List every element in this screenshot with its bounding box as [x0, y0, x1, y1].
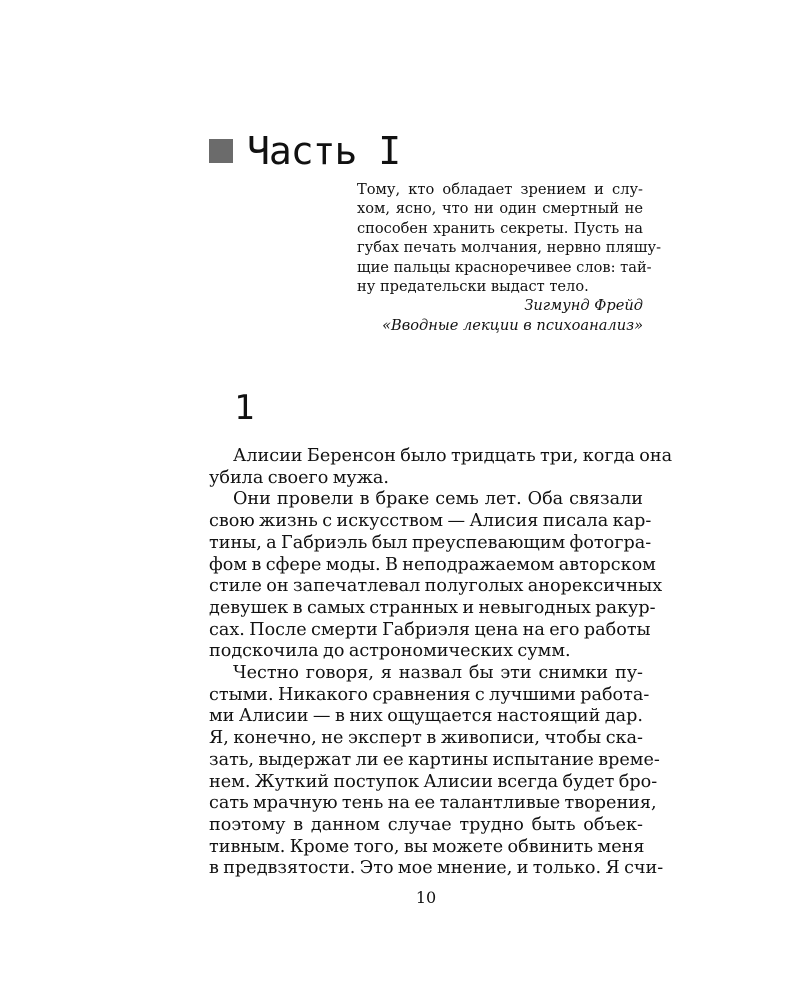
chapter-number: 1: [234, 388, 255, 428]
text-line: тины, а Габриэль был преуспевающим фотогра-: [209, 532, 652, 553]
epigraph-author: Зигмунд Фрейд: [524, 297, 643, 315]
text-line: ми Алисии — в них ощущается настоящий дар.: [209, 706, 643, 727]
page-number: 10: [415, 888, 437, 907]
epigraph-line: ну предательски выдаст тело.: [357, 278, 589, 296]
text-line: Я, конечно, не эксперт в живописи, чтобы ска-: [209, 728, 643, 749]
epigraph-source: «Вводные лекции в психоанализ»: [382, 316, 643, 334]
text-line: стыми. Никакого сравнения с лучшими работа-: [209, 684, 650, 705]
text-line: сать мрачную тень на ее талантливые творения,: [209, 793, 657, 814]
text-line: свою жизнь с искусством — Алисия писала кар-: [209, 511, 652, 532]
epigraph: [357, 180, 662, 335]
text-line: зать, выдержат ли ее картины испытание време-: [209, 749, 660, 770]
epigraph-line: хом, ясно, что ни один смертный не: [357, 200, 643, 218]
text-line: поэтому в данном случае трудно быть объек-: [209, 814, 643, 835]
text-line: в предвзятости. Это мое мнение, и только. Я счи-: [209, 858, 664, 879]
text-line: девушек в самых странных и невыгодных ракур-: [209, 597, 656, 618]
text-line: сах. После смерти Габриэля цена на его работы: [209, 619, 651, 640]
text-line: нем. Жуткий поступок Алисии всегда будет бро-: [209, 771, 658, 792]
part-square-icon: [209, 139, 233, 163]
text-line: фом в сфере моды. В неподражаемом авторском: [209, 554, 656, 575]
text-line: стиле он запечатлевал полуголых анорексичных: [209, 576, 663, 597]
part-title: Часть I: [247, 129, 401, 173]
body-text: [209, 446, 673, 880]
text-line: Честно говоря, я назвал бы эти снимки пу-: [233, 663, 643, 684]
text-line: тивным. Кроме того, вы можете обвинить меня: [209, 836, 645, 857]
text-line: убила своего мужа.: [209, 467, 389, 488]
text-line: подскочила до астрономических сумм.: [209, 641, 571, 662]
text-line: Они провели в браке семь лет. Оба связали: [233, 489, 643, 510]
epigraph-line: Тому, кто обладает зрением и слу-: [357, 181, 643, 198]
epigraph-line: щие пальцы красноречивее слов: тай-: [357, 258, 652, 276]
epigraph-line: способен хранить секреты. Пусть на: [357, 219, 643, 237]
part-heading: [209, 128, 400, 174]
text-line: Алисии Беренсон было тридцать три, когда она: [233, 446, 673, 466]
epigraph-line: губах печать молчания, нервно пляшу-: [357, 239, 662, 257]
